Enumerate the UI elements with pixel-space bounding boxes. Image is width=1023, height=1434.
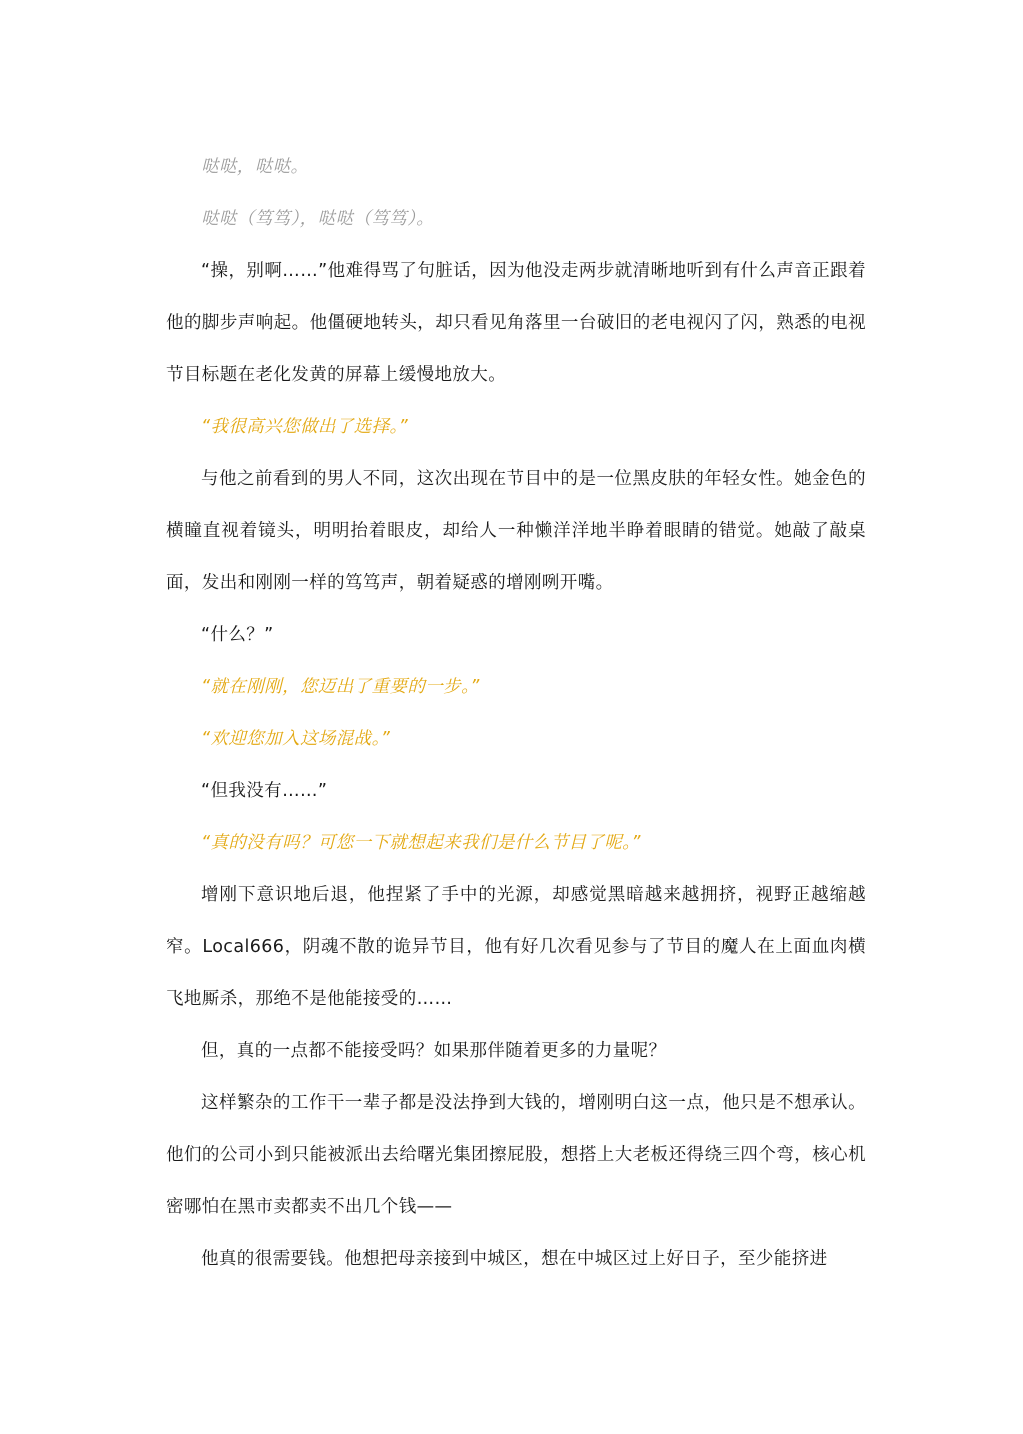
paragraph-narration-2: 与他之前看到的男人不同，这次出现在节目中的是一位黑皮肤的年轻女性。她金色的横瞳直视着镜头，明明抬着眼皮，却给人一种懒洋洋地半睁着眼睛的错觉。她敲了敲桌面，发出和刚刚一样的笃笃声，朝着疑惑的增刚咧开嘴。 (166, 469, 866, 593)
paragraph-narration-6: 他真的很需要钱。他想把母亲接到中城区，想在中城区过上好日子，至少能挤进 (201, 1249, 828, 1269)
paragraph-tv-dialogue-1: “我很高兴您做出了选择。” (201, 417, 409, 437)
paragraph-sound-effect-1: 哒哒，哒哒。 (201, 157, 309, 177)
paragraph-sound-effect-2: 哒哒（笃笃），哒哒（笃笃）。 (201, 209, 435, 229)
paragraph-narration-5: 这样繁杂的工作干一辈子都是没法挣到大钱的，增刚明白这一点，他只是不想承认。他们的公司小到只能被派出去给曙光集团擦屁股，想搭上大老板还得绕三四个弯，核心机密哪怕在黑市卖都卖不出几个钱—— (166, 1093, 866, 1217)
paragraph-tv-dialogue-3: “欢迎您加入这场混战。” (201, 729, 391, 749)
paragraph-narration-4: 但，真的一点都不能接受吗？如果那伴随着更多的力量呢？ (201, 1041, 667, 1061)
story-text (166, 141, 866, 1285)
paragraph-narration-3: 增刚下意识地后退，他捏紧了手中的光源，却感觉黑暗越来越拥挤，视野正越缩越窄。Local666，阴魂不散的诡异节目，他有好几次看见参与了节目的魔人在上面血肉横飞地厮杀，那绝不是他能接受的…… (166, 885, 866, 1009)
paragraph-narration-1: “操，别啊……”他难得骂了句脏话，因为他没走两步就清晰地听到有什么声音正跟着他的脚步声响起。他僵硬地转头，却只看见角落里一台破旧的老电视闪了闪，熟悉的电视节目标题在老化发黄的屏幕上缓慢地放大。 (166, 261, 866, 385)
paragraph-dialogue-1: “什么？” (201, 625, 274, 645)
paragraph-tv-dialogue-4: “真的没有吗？可您一下就想起来我们是什么节目了呢。” (201, 833, 641, 853)
paragraph-tv-dialogue-2: “就在刚刚，您迈出了重要的一步。” (201, 677, 480, 697)
paragraph-dialogue-2: “但我没有……” (201, 781, 328, 801)
